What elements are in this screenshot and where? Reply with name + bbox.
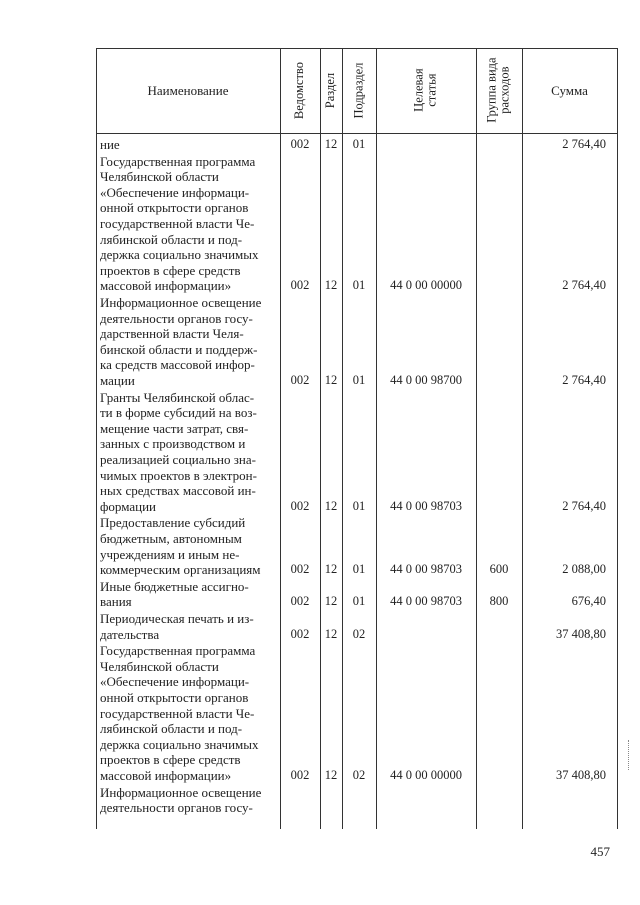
row-name-line: учреждениям и иным не- [100, 546, 240, 562]
col-divider [617, 48, 618, 829]
row-razdel: 12 [324, 373, 338, 387]
row-name-line: мации [100, 372, 135, 388]
header-gruppa-line2: расходов [498, 66, 513, 115]
row-name [100, 643, 272, 783]
row-podrazdel: 01 [352, 594, 366, 609]
header-gruppa-line1: Группа вида [484, 57, 499, 124]
row-celevaya: 44 0 00 98703 [390, 594, 462, 609]
row-podrazdel: 01 [352, 278, 366, 293]
header-gruppa-text [486, 58, 512, 123]
row-name-line: Информационное освещение [100, 295, 262, 310]
row-name [100, 611, 272, 642]
col-divider [280, 48, 281, 829]
table-header-border [96, 133, 617, 134]
row-name-line: ных средствах массовой ин- [100, 483, 256, 499]
row-gruppa: 800 [489, 594, 509, 609]
row-name-line: Государственная программа [100, 643, 256, 659]
row-razdel: 12 [324, 137, 338, 151]
row-razdel: 12 [324, 562, 338, 577]
header-razdel [320, 48, 342, 133]
header-name [96, 48, 280, 133]
row-podrazdel: 02 [352, 626, 366, 641]
row-name-line: ти в форме субсидий на воз- [100, 405, 257, 421]
row-vedomstvo: 002 [290, 626, 310, 641]
row-summa: 2 764,40 [562, 373, 606, 387]
row-name-line: Государственная программа [100, 153, 256, 169]
row-name-line: массовой информации» [100, 278, 232, 294]
row-vedomstvo: 002 [290, 278, 310, 293]
row-summa: 2 764,40 [562, 498, 606, 513]
header-podrazdel-text: Подраздел [351, 62, 366, 119]
row-razdel: 12 [324, 768, 338, 782]
row-summa: 676,40 [571, 594, 606, 609]
col-divider [96, 48, 97, 829]
row-name [100, 154, 272, 294]
col-divider [522, 48, 523, 829]
row-name-line: проектов в сфере средств [100, 262, 241, 278]
row-podrazdel: 02 [352, 768, 366, 782]
row-vedomstvo: 002 [290, 373, 310, 387]
row-name-line: онной открытости органов [100, 200, 249, 216]
row-name [100, 295, 272, 389]
row-name-line: Информационное освещение [100, 784, 262, 800]
header-celevaya-line1: Целевая [411, 68, 426, 113]
row-name-line: реализацией социально зна- [100, 451, 256, 467]
row-vedomstvo: 002 [290, 594, 310, 609]
header-podrazdel [342, 48, 376, 133]
row-razdel: 12 [324, 278, 338, 293]
row-name-line: бюджетным, автономным [100, 530, 242, 546]
row-razdel: 12 [324, 594, 338, 609]
row-podrazdel: 01 [352, 137, 366, 151]
header-vedomstvo-text: Ведомство [292, 61, 307, 120]
row-name-line: формации [100, 498, 157, 514]
row-name-line: дарственной власти Челя- [100, 326, 244, 342]
row-name-line: Периодическая печать и из- [100, 611, 254, 626]
header-vedomstvo [280, 48, 320, 133]
row-name-line: «Обеспечение информаци- [100, 184, 250, 200]
row-celevaya: 44 0 00 00000 [390, 768, 462, 782]
row-celevaya: 44 0 00 98703 [390, 562, 462, 577]
row-name-line: коммерческим организациям [100, 562, 261, 578]
row-vedomstvo: 002 [290, 137, 310, 151]
row-name-line: мещение части затрат, свя- [100, 420, 249, 436]
row-celevaya: 44 0 00 00000 [390, 278, 462, 293]
row-name-line: онной открытости органов [100, 689, 249, 705]
row-podrazdel: 01 [352, 562, 366, 577]
row-name-line: Челябинской области [100, 658, 219, 674]
col-divider [476, 48, 477, 829]
row-name-line: лябинской области и под- [100, 231, 243, 247]
header-celevaya [376, 48, 476, 133]
row-name-line: занных с производством и [100, 436, 246, 452]
row-podrazdel: 01 [352, 373, 366, 387]
row-name [100, 515, 272, 577]
row-gruppa: 600 [489, 562, 509, 577]
row-celevaya: 44 0 00 98700 [390, 373, 462, 387]
col-divider [320, 48, 321, 829]
row-name-line: дательства [100, 626, 160, 642]
row-summa: 2 764,40 [562, 137, 606, 151]
row-name-line: государственной власти Че- [100, 215, 255, 231]
row-name-line: Челябинской области [100, 169, 219, 185]
row-name-line: Гранты Челябинской облас- [100, 389, 255, 405]
header-summa-text: Сумма [551, 82, 588, 98]
row-name-line: деятельности органов госу- [100, 310, 253, 326]
header-summa [522, 48, 617, 133]
row-razdel: 12 [324, 626, 338, 641]
row-name-line: лябинской области и под- [100, 721, 243, 737]
row-name-line: массовой информации» [100, 767, 232, 783]
row-name-line: чимых проектов в электрон- [100, 467, 257, 483]
row-summa: 2 764,40 [562, 278, 606, 293]
row-name-line: государственной власти Че- [100, 705, 255, 721]
row-vedomstvo: 002 [290, 768, 310, 782]
row-name-line: деятельности органов госу- [100, 800, 253, 816]
col-divider [342, 48, 343, 829]
row-razdel: 12 [324, 498, 338, 513]
row-name [100, 785, 272, 816]
header-name-text: Наименование [147, 82, 229, 98]
row-name-line: бинской области и поддерж- [100, 341, 258, 357]
row-name [100, 390, 272, 515]
row-celevaya: 44 0 00 98703 [390, 498, 462, 513]
page-number: 457 [590, 844, 610, 859]
row-name-line: «Обеспечение информаци- [100, 674, 250, 690]
row-name-line: Предоставление субсидий [100, 515, 246, 531]
row-vedomstvo: 002 [290, 498, 310, 513]
row-name-line: вания [100, 594, 132, 610]
row-summa: 2 088,00 [562, 562, 606, 577]
row-name-line: держка социально значимых [100, 736, 259, 752]
row-name-line: проектов в сфере средств [100, 752, 241, 768]
header-razdel-text: Раздел [323, 72, 338, 109]
row-summa: 37 408,80 [556, 626, 606, 641]
row-name [100, 137, 272, 153]
scan-artifact [628, 740, 631, 770]
row-vedomstvo: 002 [290, 562, 310, 577]
row-name [100, 579, 272, 610]
row-podrazdel: 01 [352, 498, 366, 513]
header-celevaya-text [413, 69, 439, 112]
row-name-line: ка средств массовой инфор- [100, 357, 255, 373]
row-name-line: ние [100, 137, 120, 152]
col-divider [376, 48, 377, 829]
header-gruppa [476, 48, 522, 133]
row-name-line: держка социально значимых [100, 247, 259, 263]
row-summa: 37 408,80 [556, 768, 606, 782]
header-celevaya-line2: статья [425, 73, 439, 108]
row-name-line: Иные бюджетные ассигно- [100, 578, 249, 594]
